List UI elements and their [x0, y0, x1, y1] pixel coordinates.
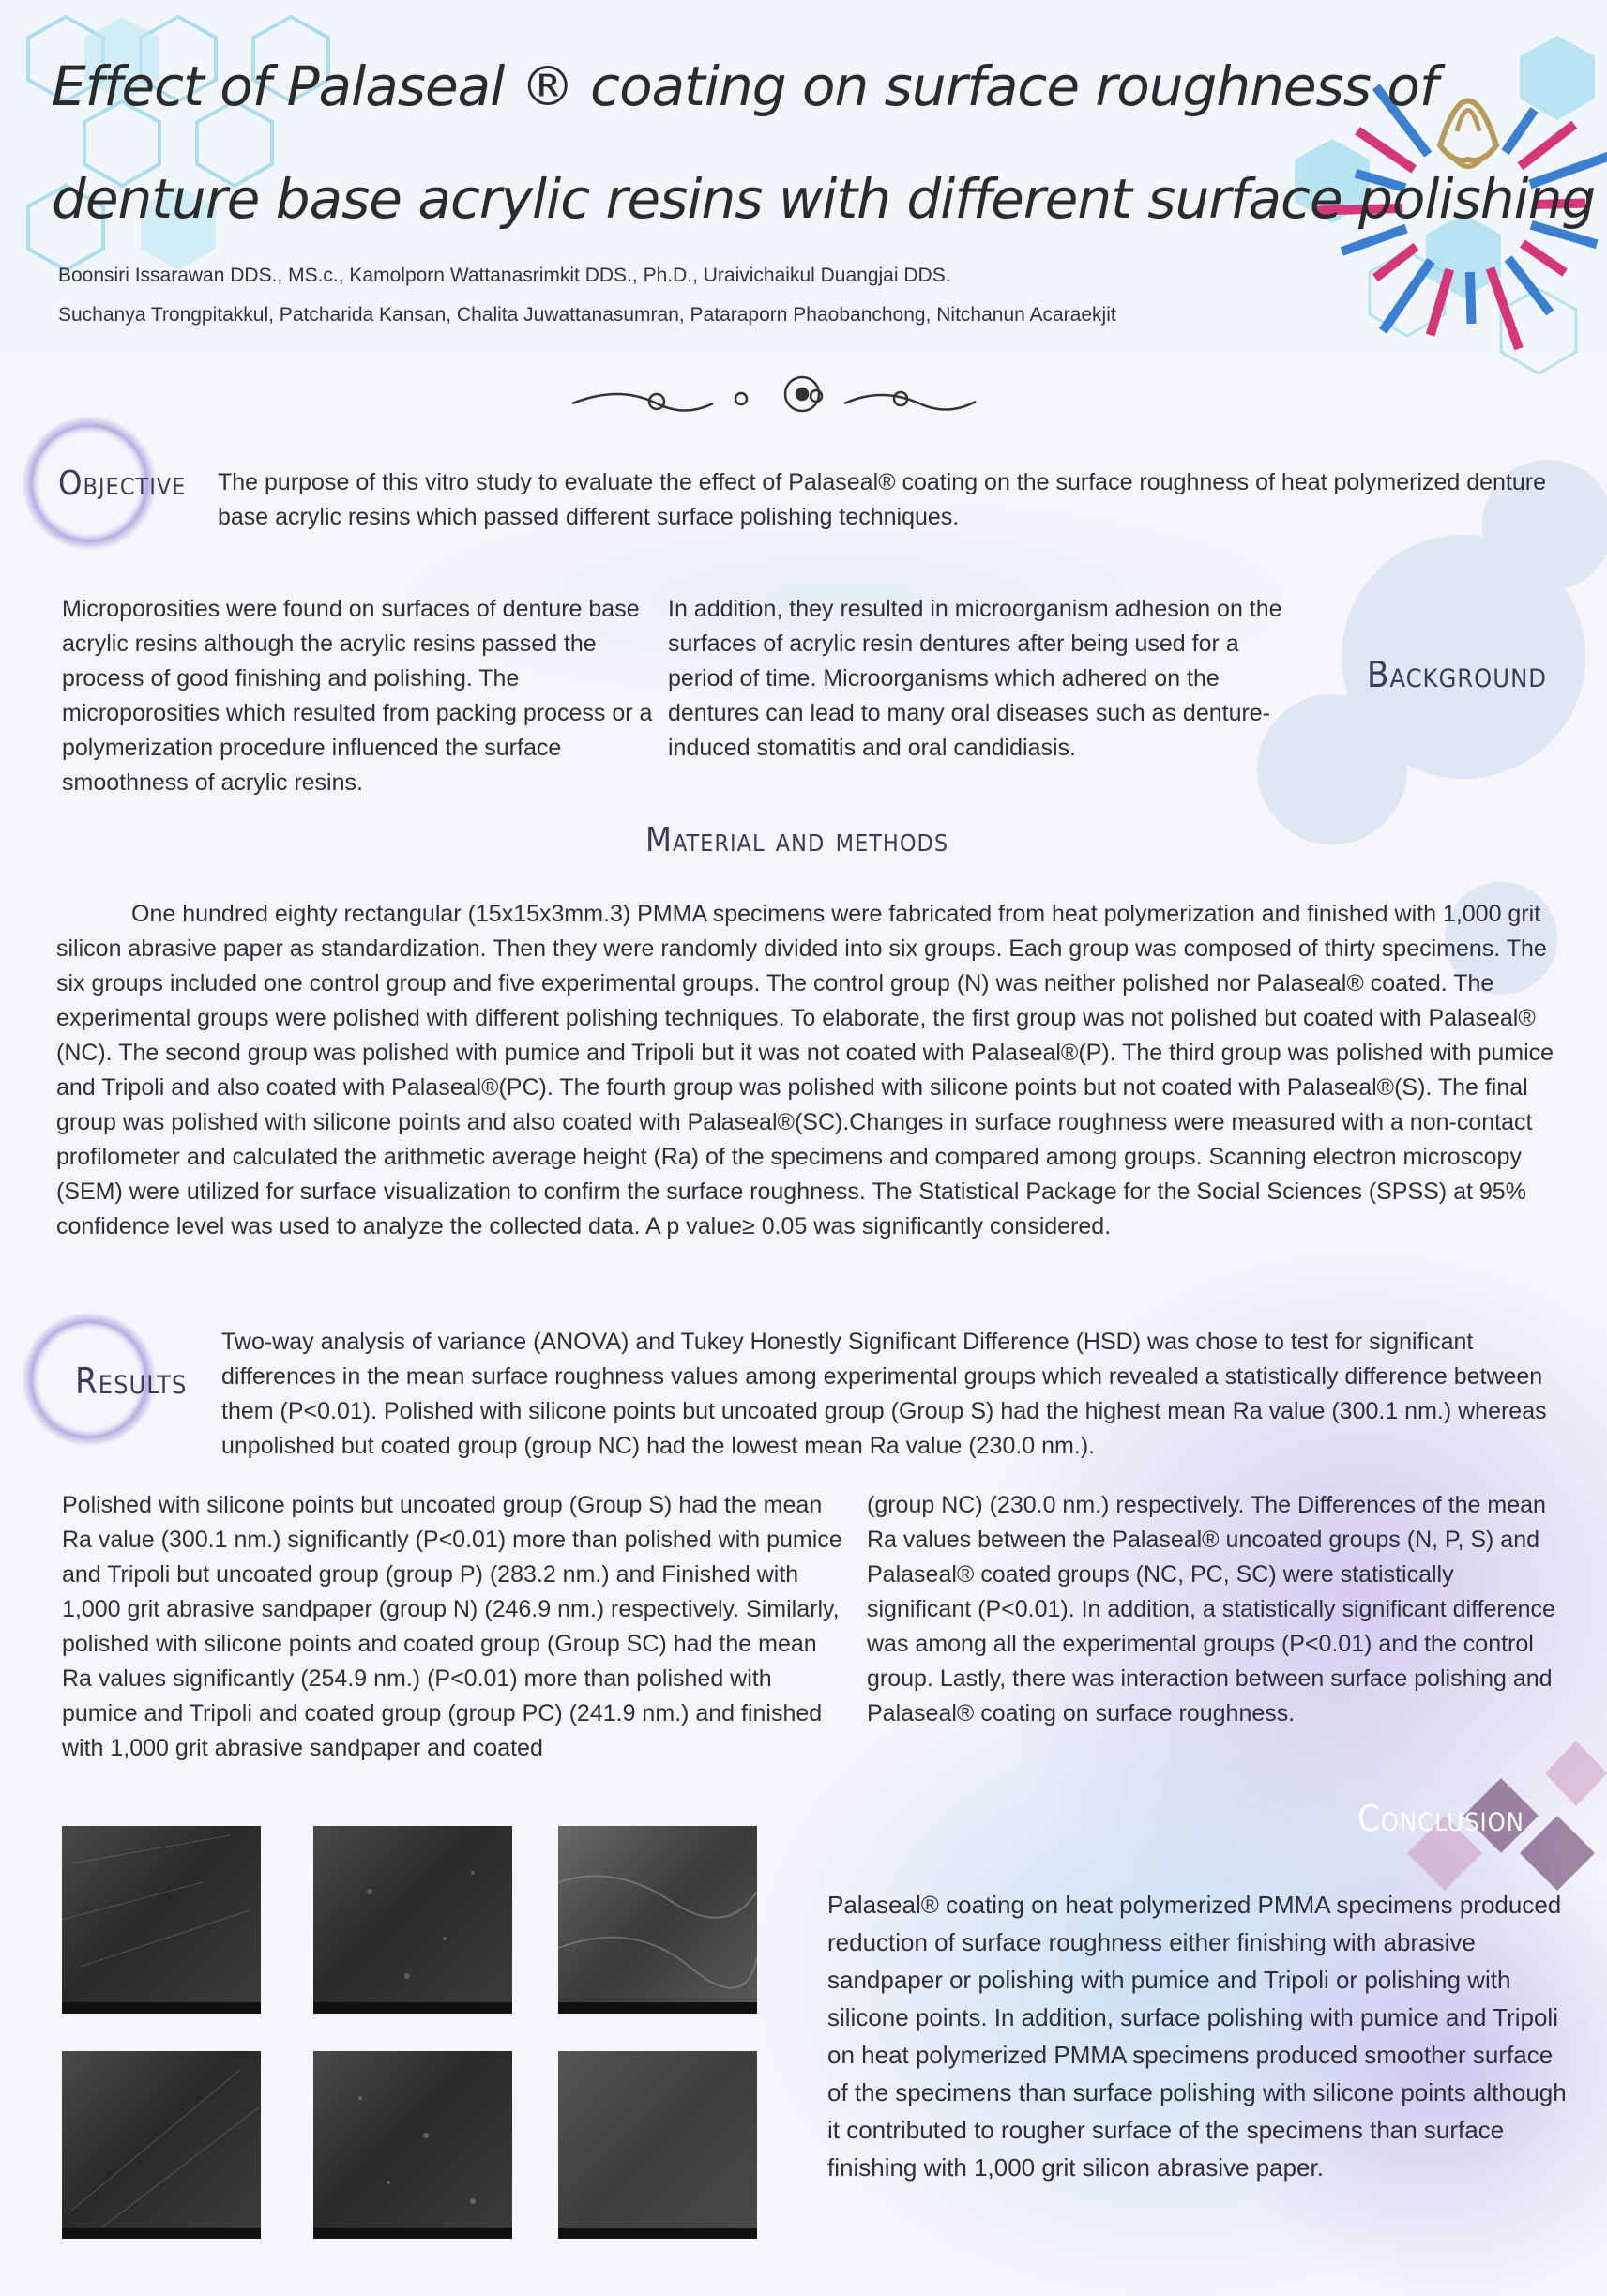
- objective-text: [218, 465, 1559, 535]
- background-paragraph-2: In addition, they resulted in microorganism adhesion on the surfaces of acrylic resin dentures after being used for a period of time. Microorganisms which adhered on the dentures can lead to many oral diseases such as denture-induced stomatitis and oral candidiasis.: [668, 596, 1282, 761]
- sem-image-1: [62, 1826, 261, 2014]
- sem-image-5: [313, 2051, 512, 2239]
- logo-ray: [1470, 272, 1472, 324]
- objective-heading: Objective: [58, 464, 187, 503]
- methods-paragraph: One hundred eighty rectangular (15x15x3mm.3) PMMA specimens were fabricated from heat polymerization and finished with 1,000 grit silicon abrasive paper as standardization. Then they were randomly divided into six groups. Each group was composed of thirty specimens. The six groups included one control group and five experimental groups. The control group (N) was neither polished nor Palaseal® coated. The experimental groups were polished with different polishing techniques. To elaborate, the first group was not polished but coated with Palaseal® (NC). The second group was polished with pumice and Tripoli but it was not coated with Palaseal®(P). The third group was polished with pumice and Tripoli and also coated with Palaseal®(PC). The fourth group was polished with silicone points but not coated with Palaseal®(S). The final group was polished with silicone points and also coated with Palaseal®(SC).Changes in surface roughness were measured with a non-contact profilometer and calculated the arithmetic average height (Ra) of the specimens and compared among groups. Scanning electron microscopy (SEM) were utilized for surface visualization to confirm the surface roughness. The Statistical Package for the Social Sciences (SPSS) at 95% confidence level was used to analyze the collected data. A p value≥ 0.05 was significantly considered.: [56, 901, 1554, 1239]
- sem-image-3: [558, 1826, 757, 2014]
- background-heading: Background: [1367, 654, 1547, 695]
- conclusion-heading: Conclusion: [1357, 1798, 1524, 1839]
- conclusion-text: [827, 1886, 1569, 2186]
- background-paragraph-1: Microporosities were found on surfaces of denture base acrylic resins although the acrylic resins passed the process of good finishing and polishing. The microporosities which resulted from packing process or a polymerization procedure influenced the surface smoothness of acrylic resins.: [62, 596, 653, 796]
- results-intro: [221, 1325, 1572, 1464]
- background-column-2: [668, 592, 1287, 766]
- sem-image-6: [558, 2051, 757, 2239]
- sem-image-2: [313, 1826, 512, 2014]
- background-column-1: [62, 592, 653, 800]
- objective-paragraph: The purpose of this vitro study to evaluate the effect of Palaseal® coating on the surface roughness of heat polymerized denture base acrylic resins which passed different surface polishing techniques.: [218, 469, 1547, 530]
- results-paragraph-2: (group NC) (230.0 nm.) respectively. The Differences of the mean Ra values between the Palaseal® uncoated groups (N, P, S) and Palaseal® coated groups (NC, PC, SC) were statistically significant (P<0.01). In addition, a statistically significant difference was among all the experimental groups (P<0.01) and the control group. Lastly, there was interaction between surface polishing and Palaseal® coating on surface roughness.: [867, 1492, 1555, 1726]
- results-intro-paragraph: Two-way analysis of variance (ANOVA) and Tukey Honestly Significant Difference (HSD) was chose to test for significant differences in the mean surface roughness values among experimental groups which revealed a statistically difference between them (P<0.01). Polished with silicone points but uncoated group (Group S) had the highest mean Ra value (300.1 nm.) whereas unpolished but coated group (group NC) had the lowest mean Ra value (230.0 nm.).: [221, 1329, 1547, 1459]
- methods-text: [56, 897, 1576, 1244]
- conclusion-paragraph: Palaseal® coating on heat polymerized PMMA specimens produced reduction of surface roughness either finishing with abrasive sandpaper or polishing with pumice and Tripoli or polishing with silicone points. In addition, surface polishing with pumice and Tripoli on heat polymerized PMMA specimens produced smoother surface of the specimens than surface polishing with silicone points although it contributed to rougher surface of the specimens than surface finishing with 1,000 grit silicon abrasive paper.: [827, 1891, 1567, 2182]
- sem-image-4: [62, 2051, 261, 2239]
- methods-heading: Material and methods: [645, 821, 949, 859]
- poster-title-line-1: Effect of Palaseal ® coating on surface roughness of: [52, 54, 1438, 118]
- results-column-2: [867, 1488, 1561, 1731]
- poster-title-line-2: denture base acrylic resins with different surface polishing: [52, 167, 1596, 231]
- results-heading: Results: [75, 1361, 188, 1402]
- authors-line-2: Suchanya Trongpitakkul, Patcharida Kansan, Chalita Juwattanasumran, Pataraporn Phaobanchong, Nitchanun Acaraekjit: [58, 304, 1116, 326]
- authors-line-1: Boonsiri Issarawan DDS., MS.c., Kamolporn Wattanasrimkit DDS., Ph.D., Uraivichaikul Duangjai DDS.: [58, 265, 951, 286]
- results-column-1: [62, 1488, 850, 1766]
- results-paragraph-1: Polished with silicone points but uncoated group (Group S) had the mean Ra value (300.1 nm.) significantly (P<0.01) more than polished with pumice and Tripoli but uncoated group (group P) (283.2 nm.) and Finished with 1,000 grit abrasive sandpaper (group N) (246.9 nm.) respectively. Similarly, polished with silicone points and coated group (Group SC) had the mean Ra values significantly (254.9 nm.) (P<0.01) more than polished with pumice and Tripoli and coated group (group PC) (241.9 nm.) and finished with 1,000 grit abrasive sandpaper and coated: [62, 1492, 842, 1761]
